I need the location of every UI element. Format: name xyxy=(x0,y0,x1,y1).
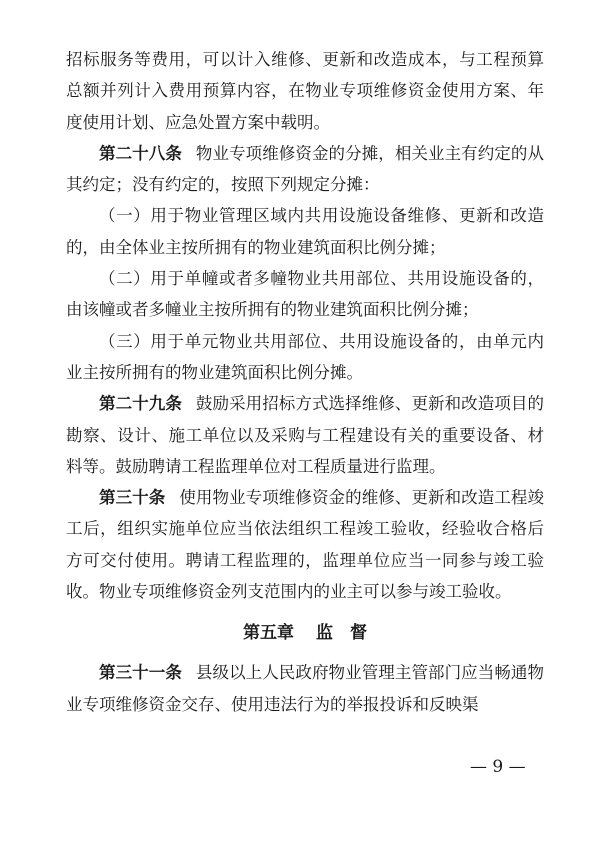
paragraph-text: （一）用于物业管理区域内共用设施设备维修、更新和改造的，由全体业主按所拥有的物业建筑面积比例分摊； xyxy=(66,206,544,257)
chapter-number: 第五章 xyxy=(243,623,294,644)
article-28 xyxy=(66,138,544,201)
article-heading: 第二十九条 xyxy=(99,394,182,414)
paragraph-text: 使用物业专项维修资金的维修、更新和改造工程竣工后，组织实施单位应当依法组织工程竣工验收，经验收合格后方可交付使用。聘请工程监理的，监理单位应当一同参与竣工验收。物业专项维修资金列支范围内的业主可以参与竣工验收。 xyxy=(66,488,545,602)
article-heading: 第三十一条 xyxy=(99,663,182,683)
clause-1 xyxy=(66,200,544,263)
body-text xyxy=(66,44,544,720)
article-30 xyxy=(66,482,544,607)
paragraph-text: （二）用于单幢或者多幢物业共用部位、共用设施设备的，由该幢或者多幢业主按所拥有的物业建筑面积比例分摊； xyxy=(66,269,544,320)
clause-3 xyxy=(66,326,544,389)
chapter-title: 监 督 xyxy=(316,623,367,644)
clause-2 xyxy=(66,263,544,326)
paragraph-text: 县级以上人民政府物业管理主管部门应当畅通物业专项维修资金交存、使用违法行为的举报投诉和反映渠 xyxy=(66,663,545,714)
paragraph-text: 鼓励采用招标方式选择维修、更新和改造项目的勘察、设计、施工单位以及采购与工程建设有关的重要设备、材料等。鼓励聘请工程监理单位对工程质量进行监理。 xyxy=(66,394,545,476)
chapter-heading xyxy=(66,619,544,647)
paragraph-text: 招标服务等费用，可以计入维修、更新和改造成本，与工程预算总额并列计入费用预算内容，在物业专项维修资金使用方案、年度使用计划、应急处置方案中载明。 xyxy=(66,50,544,132)
paragraph-continuation xyxy=(66,44,544,138)
article-heading: 第二十八条 xyxy=(99,143,182,163)
article-29 xyxy=(66,388,544,482)
article-heading: 第三十条 xyxy=(99,488,166,508)
page-number: — 9 — xyxy=(470,757,526,777)
paragraph-text: （三）用于单元物业共用部位、共用设施设备的，由单元内业主按所拥有的物业建筑面积比例分摊。 xyxy=(66,331,544,382)
article-31 xyxy=(66,657,544,720)
paragraph-text: 物业专项维修资金的分摊，相关业主有约定的从其约定；没有约定的，按照下列规定分摊： xyxy=(66,143,545,195)
